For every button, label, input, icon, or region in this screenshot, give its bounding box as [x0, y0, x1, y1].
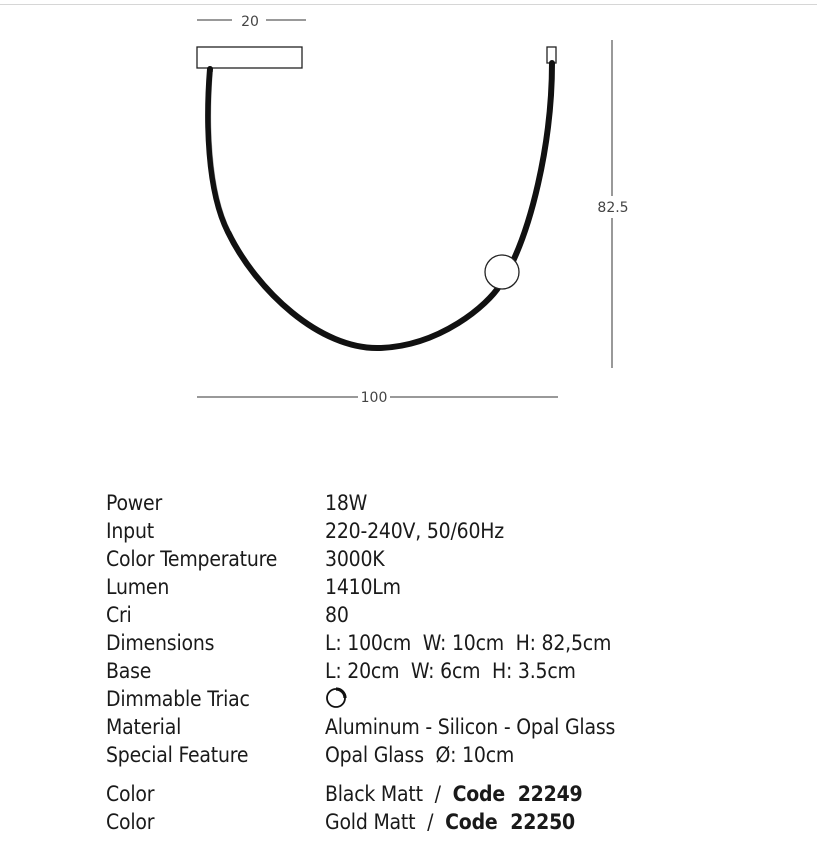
- spec-row-special-feature: [106, 741, 806, 769]
- spec-value: Opal Glass Ø: 10cm: [325, 743, 515, 767]
- spec-row-color-temperature: [106, 545, 806, 573]
- total-width-label: 100: [360, 390, 388, 406]
- led-arc: [208, 63, 552, 348]
- spec-table: [106, 489, 806, 836]
- ceiling-base: [197, 47, 302, 68]
- spec-label: Dimensions: [106, 631, 215, 655]
- spec-row-base: [106, 657, 806, 685]
- spec-value: 3000K: [325, 547, 385, 571]
- spec-value: 18W: [325, 491, 368, 515]
- color-label: Color: [106, 810, 155, 834]
- height-dimension: [597, 40, 628, 368]
- spec-value: L: 20cm W: 6cm H: 3.5cm: [325, 659, 576, 683]
- spec-label: Cri: [106, 603, 132, 627]
- spec-label: Material: [106, 715, 182, 739]
- spec-value: 1410Lm: [325, 575, 401, 599]
- spec-row-lumen: [106, 573, 806, 601]
- spec-row-dimensions: [106, 629, 806, 657]
- height-label: 82.5: [597, 200, 629, 216]
- spec-value: 80: [325, 603, 349, 627]
- total-width-dimension: [197, 390, 558, 406]
- product-code: Code 22249: [452, 782, 583, 806]
- dimmable-icon: [325, 687, 347, 709]
- color-label: Color: [106, 782, 155, 806]
- color-separator: /: [434, 782, 441, 806]
- spec-row-power: [106, 489, 806, 517]
- spec-label: Input: [106, 519, 154, 543]
- spec-value: L: 100cm W: 10cm H: 82,5cm: [325, 631, 612, 655]
- spec-label: Color Temperature: [106, 547, 278, 571]
- base-width-label: 20: [241, 14, 259, 30]
- base-width-dimension: [197, 14, 306, 30]
- spec-value: 220-240V, 50/60Hz: [325, 519, 505, 543]
- color-row-gold: [106, 808, 806, 836]
- spec-row-material: [106, 713, 806, 741]
- spec-label: Power: [106, 491, 163, 515]
- color-row-black: [106, 780, 806, 808]
- spec-label: Special Feature: [106, 743, 249, 767]
- spec-row-input: [106, 517, 806, 545]
- spec-row-dimmable: [106, 685, 806, 713]
- spec-value: [325, 685, 347, 713]
- color-separator: /: [427, 810, 434, 834]
- spec-value: Aluminum - Silicon - Opal Glass: [325, 715, 616, 739]
- spec-label: Dimmable Triac: [106, 687, 250, 711]
- spec-row-cri: [106, 601, 806, 629]
- product-code: Code 22250: [445, 810, 576, 834]
- spec-label: Base: [106, 659, 152, 683]
- opal-glass-sphere: [485, 255, 519, 289]
- color-finish: Black Matt: [325, 782, 423, 806]
- color-finish: Gold Matt: [325, 810, 416, 834]
- spec-label: Lumen: [106, 575, 170, 599]
